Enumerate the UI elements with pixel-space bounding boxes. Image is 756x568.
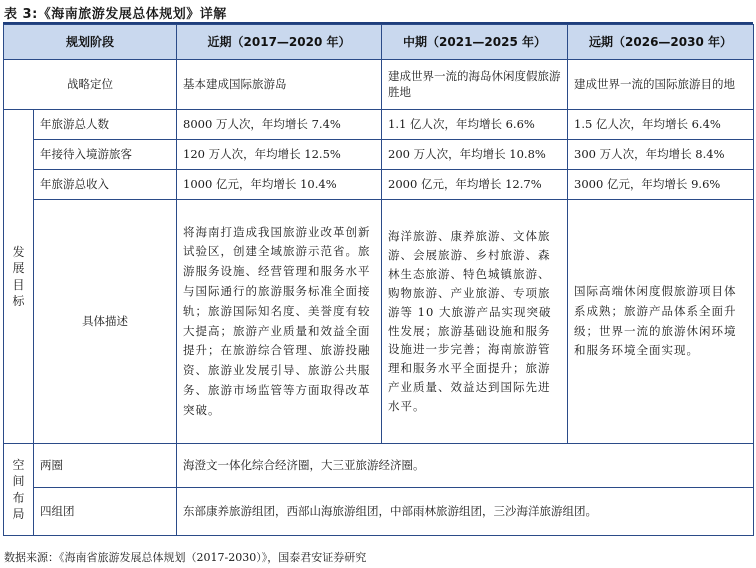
detail-mid bbox=[382, 200, 568, 444]
detail-label: 具体描述 bbox=[34, 200, 177, 444]
spatial-group-label bbox=[4, 444, 34, 536]
cell-near: 120 万人次，年均增长 12.5% bbox=[177, 140, 382, 170]
strategic-mid bbox=[382, 60, 568, 110]
dev-goals-group-label bbox=[4, 110, 34, 444]
cell-near: 1000 亿元，年均增长 10.4% bbox=[177, 170, 382, 200]
table-title: 表 3:《海南旅游发展总体规划》详解 bbox=[4, 7, 227, 22]
header-long-term: 远期（2026—2030 年） bbox=[568, 25, 754, 60]
strategic-mid-text: 建成世界一流的海岛休闲度假旅游胜地 bbox=[388, 68, 561, 99]
spatial-char: 间 bbox=[12, 474, 25, 489]
table-row bbox=[4, 140, 754, 170]
dev-goals-char: 标 bbox=[12, 293, 25, 308]
plan-table bbox=[3, 24, 754, 536]
row-label: 年旅游总人数 bbox=[34, 110, 177, 140]
strategic-near-text: 基本建成国际旅游岛 bbox=[183, 76, 287, 91]
spatial-value: 海澄文一体化综合经济圈，大三亚旅游经济圈。 bbox=[177, 444, 754, 488]
strategic-far bbox=[568, 60, 754, 110]
spatial-char: 局 bbox=[12, 506, 25, 521]
cell-mid: 1.1 亿人次，年均增长 6.6% bbox=[382, 110, 568, 140]
cell-far: 300 万人次，年均增长 8.4% bbox=[568, 140, 754, 170]
spatial-char: 布 bbox=[12, 490, 25, 505]
strategic-row bbox=[4, 60, 754, 110]
detail-near-text: 将海南打造成我国旅游业改革创新试验区，创建全域旅游示范省。旅游服务设施、经营管理和服务水平与国际通行的旅游服务标准全面接轨；旅游国际知名度、美誉度有较大提高；旅游产业质量和效益全面提升；在旅游综合管理、旅游投融资、旅游业发展引导、旅游公共服务、旅游市场监管等方面取得改革突破。 bbox=[183, 224, 371, 417]
detail-far bbox=[568, 200, 754, 444]
cell-mid: 2000 亿元，年均增长 12.7% bbox=[382, 170, 568, 200]
table-row bbox=[4, 488, 754, 536]
row-label: 年接待入境游旅客 bbox=[34, 140, 177, 170]
cell-far: 3000 亿元，年均增长 9.6% bbox=[568, 170, 754, 200]
row-label: 四组团 bbox=[34, 488, 177, 536]
cell-far: 1.5 亿人次，年均增长 6.4% bbox=[568, 110, 754, 140]
table-row bbox=[4, 110, 754, 140]
row-label: 年旅游总收入 bbox=[34, 170, 177, 200]
cell-mid: 200 万人次，年均增长 10.8% bbox=[382, 140, 568, 170]
strategic-near bbox=[177, 60, 382, 110]
table-row bbox=[4, 444, 754, 488]
header-stage: 规划阶段 bbox=[4, 25, 177, 60]
strategic-far-text: 建成世界一流的国际旅游目的地 bbox=[574, 76, 736, 91]
source-note: 数据来源：《海南省旅游发展总体规划（2017-2030）》，国泰君安证券研究 bbox=[4, 551, 367, 564]
cell-near: 8000 万人次，年均增长 7.4% bbox=[177, 110, 382, 140]
dev-goals-char: 发 bbox=[12, 245, 25, 260]
spatial-value: 东部康养旅游组团，西部山海旅游组团，中部雨林旅游组团，三沙海洋旅游组团。 bbox=[177, 488, 754, 536]
dev-goals-char: 目 bbox=[12, 277, 25, 292]
header-near-term: 近期（2017—2020 年） bbox=[177, 25, 382, 60]
detail-mid-text: 海洋旅游、康养旅游、文体旅游、会展旅游、乡村旅游、森林生态旅游、特色城镇旅游、购物旅游、产业旅游、专项旅游等 10 大旅游产品实现突破性发展；旅游基础设施和服务设施进一步完善；海南旅游管理和服务水平全面提升；旅游产业质量、效益达到国际先进水平。 bbox=[388, 228, 552, 414]
strategic-label: 战略定位 bbox=[4, 60, 177, 110]
spatial-char: 空 bbox=[12, 458, 25, 473]
dev-goals-char: 展 bbox=[12, 261, 25, 276]
header-row bbox=[4, 25, 754, 60]
detail-row bbox=[4, 200, 754, 444]
row-label: 两圈 bbox=[34, 444, 177, 488]
header-mid-term: 中期（2021—2025 年） bbox=[382, 25, 568, 60]
table-row bbox=[4, 170, 754, 200]
detail-far-text: 国际高端休闲度假旅游项目体系成熟；旅游产品体系全面升级；世界一流的旅游休闲环境和服务环境全面实现。 bbox=[574, 283, 737, 358]
detail-near bbox=[177, 200, 382, 444]
